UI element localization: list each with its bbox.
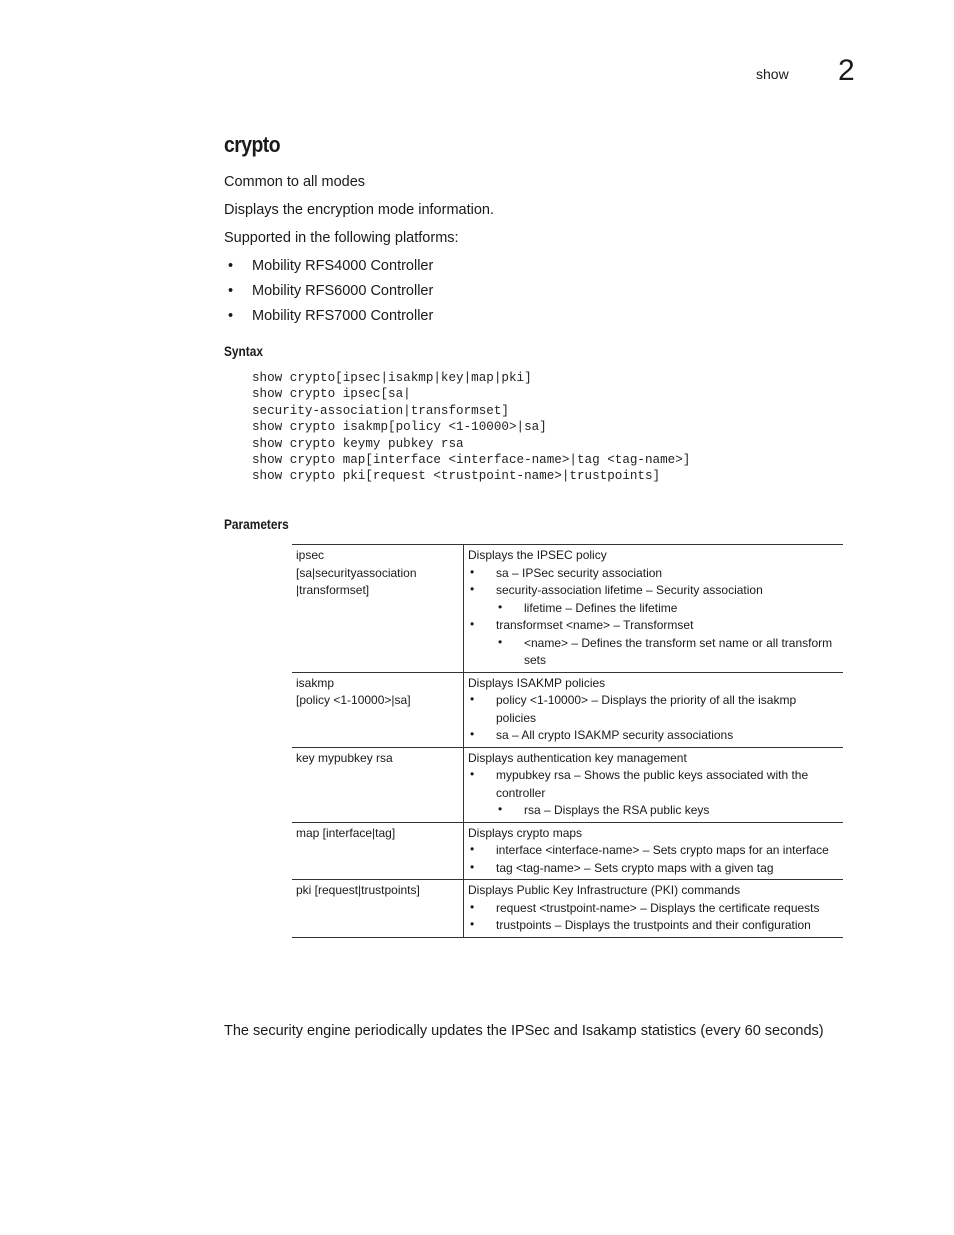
parameters-heading: Parameters — [224, 517, 289, 532]
list-item: • transformset <name> – Transformset — [470, 617, 694, 632]
param-name-cell: map [interface|tag] — [292, 822, 464, 880]
table-row — [292, 672, 843, 747]
code-line: show crypto map[interface <interface-name>|tag <tag-name>] — [252, 453, 691, 468]
list-item: • rsa – Displays the RSA public keys — [498, 802, 710, 817]
bullet-icon: • — [470, 899, 475, 914]
list-item: • sa – IPSec security association — [470, 564, 663, 580]
param-name-cell: ipsec [sa|securityassociation |transformset] — [292, 545, 464, 673]
bullet-icon: • — [470, 564, 475, 579]
bullet-icon: • — [498, 802, 503, 816]
syntax-code-block — [252, 370, 690, 485]
param-desc-cell: Displays authentication key management • mypubkey rsa – Shows the public keys associated with the controller • rsa – Displays the RSA public keys — [464, 747, 844, 822]
bullet-icon: • — [470, 767, 475, 781]
bullet-icon: • — [470, 582, 475, 596]
param-desc-cell: Displays Public Key Infrastructure (PKI) commands • request <trustpoint-name> – Displays the certificate requests • trustpoints – Displays the trustpoints and their configuration — [464, 880, 844, 938]
list-item: • Mobility RFS6000 Controller — [228, 283, 434, 299]
platform-list — [224, 257, 433, 332]
table-row — [292, 545, 843, 673]
table-row — [292, 747, 843, 822]
bullet-icon: • — [470, 859, 475, 874]
list-item: • trustpoints – Displays the trustpoints and their configuration — [470, 917, 811, 932]
list-item: • mypubkey rsa – Shows the public keys associated with the controller — [470, 767, 809, 800]
table-row — [292, 880, 843, 938]
list-item: • lifetime – Defines the lifetime — [498, 599, 678, 615]
chapter-number: 2 — [838, 54, 855, 87]
code-line: security-association|transformset] — [252, 403, 509, 418]
bullet-icon: • — [470, 917, 475, 931]
bullet-icon: • — [228, 308, 234, 324]
section-name: show — [756, 66, 789, 82]
code-line: show crypto[ipsec|isakmp|key|map|pki] — [252, 371, 532, 385]
list-item: • sa – All crypto ISAKMP security associations — [470, 727, 734, 742]
list-item: • Mobility RFS4000 Controller — [228, 258, 434, 274]
table-row — [292, 822, 843, 880]
param-name-cell: key mypubkey rsa — [292, 747, 464, 822]
param-name-cell: isakmp [policy <1-10000>|sa] — [292, 672, 464, 747]
platforms-intro: Supported in the following platforms: — [224, 230, 459, 246]
list-item: • tag <tag-name> – Sets crypto maps with a given tag — [470, 859, 774, 875]
list-item: • policy <1-10000> – Displays the priority of all the isakmp policies — [470, 692, 797, 725]
bullet-icon: • — [470, 617, 475, 631]
syntax-heading: Syntax — [224, 344, 263, 359]
mode-text: Common to all modes — [224, 174, 366, 190]
bullet-icon: • — [470, 727, 475, 741]
page-title: crypto — [224, 132, 281, 157]
list-item: • interface <interface-name> – Sets crypto maps for an interface — [470, 842, 829, 857]
code-line: show crypto isakmp[policy <1-10000>|sa] — [252, 420, 547, 435]
list-item: • request <trustpoint-name> – Displays the certificate requests — [470, 899, 820, 915]
list-item: • <name> – Defines the transform set name or all transform sets — [498, 634, 833, 667]
param-desc-cell: Displays ISAKMP policies • policy <1-10000> – Displays the priority of all the isakmp policies • sa – All crypto ISAKMP security associations — [464, 672, 844, 747]
code-line: show crypto keymy pubkey rsa — [252, 436, 464, 451]
parameters-table — [292, 544, 843, 938]
param-name-cell: pki [request|trustpoints] — [292, 880, 464, 938]
bullet-icon: • — [228, 258, 234, 274]
bullet-icon: • — [470, 842, 475, 856]
code-line: show crypto ipsec[sa| — [252, 387, 411, 402]
bullet-icon: • — [228, 283, 234, 299]
param-desc-cell: Displays crypto maps • interface <interface-name> – Sets crypto maps for an interface • tag <tag-name> – Sets crypto maps with a given tag — [464, 822, 844, 880]
bullet-icon: • — [498, 599, 503, 614]
list-item: • Mobility RFS7000 Controller — [228, 308, 434, 324]
bullet-icon: • — [470, 692, 475, 706]
list-item: • security-association lifetime – Security association — [470, 582, 763, 597]
bullet-icon: • — [498, 634, 503, 649]
footer-note: The security engine periodically updates the IPSec and Isakamp statistics (every 60 seconds) — [224, 1023, 824, 1039]
param-desc-cell: Displays the IPSEC policy • sa – IPSec security association • security-association lifetime – Security association • lifetime – Defines the lifetime • transformset <name> – Transformset • <name> – Defines the transform set name or all transform sets — [464, 545, 844, 673]
code-line: show crypto pki[request <trustpoint-name>|trustpoints] — [252, 469, 661, 484]
description-text: Displays the encryption mode information. — [224, 202, 494, 218]
